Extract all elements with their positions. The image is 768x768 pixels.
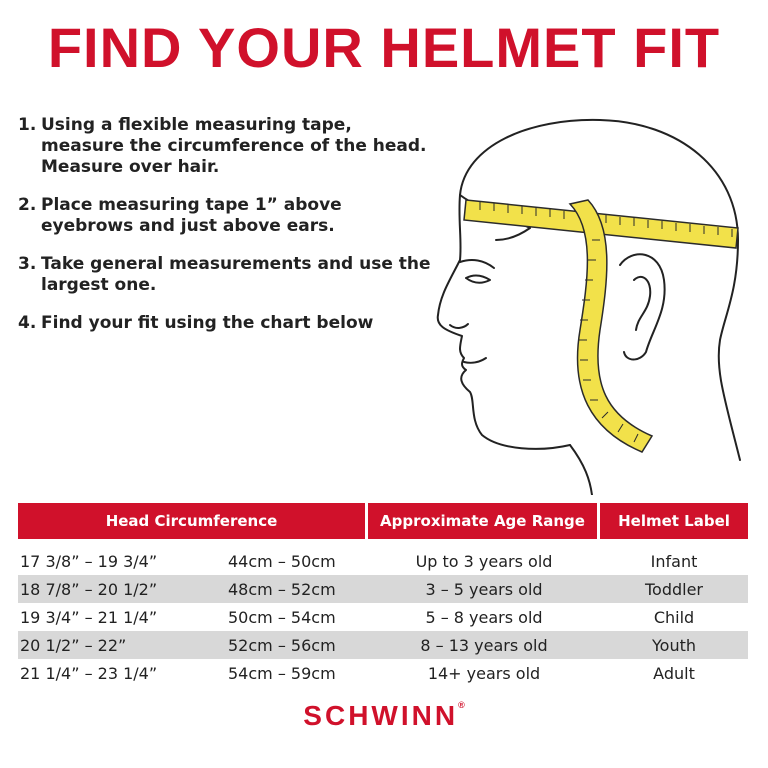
- table-row: [18, 575, 748, 603]
- cell-cm: 52cm – 56cm: [228, 635, 336, 655]
- step-number: 1.: [18, 115, 37, 135]
- step-number: 3.: [18, 254, 37, 274]
- cell-inches: 18 7/8” – 20 1/2”: [20, 579, 158, 599]
- jaw-line: [570, 445, 592, 495]
- cell-age: 14+ years old: [427, 663, 541, 683]
- instruction-step: [18, 254, 438, 296]
- cell-cm: 50cm – 54cm: [228, 607, 336, 627]
- cell-cm: 44cm – 50cm: [228, 551, 336, 571]
- table-row: [18, 547, 748, 575]
- step-number: 2.: [18, 195, 37, 215]
- ear: [620, 254, 665, 359]
- cell-label: Youth: [652, 635, 696, 655]
- instruction-step: [18, 313, 438, 334]
- cell-inches: 19 3/4” – 21 1/4”: [20, 607, 158, 627]
- brand-name: SCHWINN: [303, 700, 459, 731]
- head-measuring-illustration: [420, 100, 760, 495]
- instruction-step: [18, 115, 438, 178]
- header-helmet-label: Helmet Label: [618, 512, 730, 530]
- instruction-list: [18, 115, 438, 351]
- cell-label: Infant: [650, 551, 698, 571]
- header-age-range: Approximate Age Range: [368, 503, 600, 539]
- registered-mark: ®: [458, 700, 465, 710]
- cell-inches: 20 1/2” – 22”: [20, 635, 127, 655]
- cell-age: 5 – 8 years old: [425, 607, 543, 627]
- table-header: [18, 503, 748, 539]
- table-row: [18, 659, 748, 687]
- cell-inches: 21 1/4” – 23 1/4”: [20, 663, 158, 683]
- measuring-tape: [464, 200, 738, 452]
- table-row: [18, 603, 748, 631]
- step-text: Using a flexible measuring tape, measure the circumference of the head. Measure over hair.: [41, 115, 427, 177]
- cell-label: Toddler: [644, 579, 704, 599]
- table-row: [18, 631, 748, 659]
- step-number: 4.: [18, 313, 37, 333]
- helmet-size-chart: [18, 503, 748, 687]
- face-profile: [438, 195, 570, 449]
- brand-logo: [0, 700, 768, 732]
- nostril: [450, 324, 468, 328]
- eye: [466, 276, 490, 283]
- step-text: Find your fit using the chart below: [41, 313, 374, 333]
- instruction-step: [18, 195, 438, 237]
- cell-cm: 48cm – 52cm: [228, 579, 336, 599]
- eyebrow: [460, 260, 494, 268]
- cell-age: 8 – 13 years old: [420, 635, 548, 655]
- cell-cm: 54cm – 59cm: [228, 663, 336, 683]
- page-title: FIND YOUR HELMET FIT: [47, 16, 721, 79]
- cell-inches: 17 3/8” – 19 3/4”: [20, 551, 158, 571]
- cell-label: Adult: [653, 663, 695, 683]
- header-head-circumference: Head Circumference: [18, 503, 368, 539]
- step-text: Take general measurements and use the largest one.: [41, 254, 431, 295]
- step-text: Place measuring tape 1” above eyebrows and just above ears.: [41, 195, 342, 236]
- mouth: [464, 358, 486, 363]
- cell-age: 3 – 5 years old: [425, 579, 543, 599]
- cell-label: Child: [653, 607, 695, 627]
- cell-age: Up to 3 years old: [415, 551, 553, 571]
